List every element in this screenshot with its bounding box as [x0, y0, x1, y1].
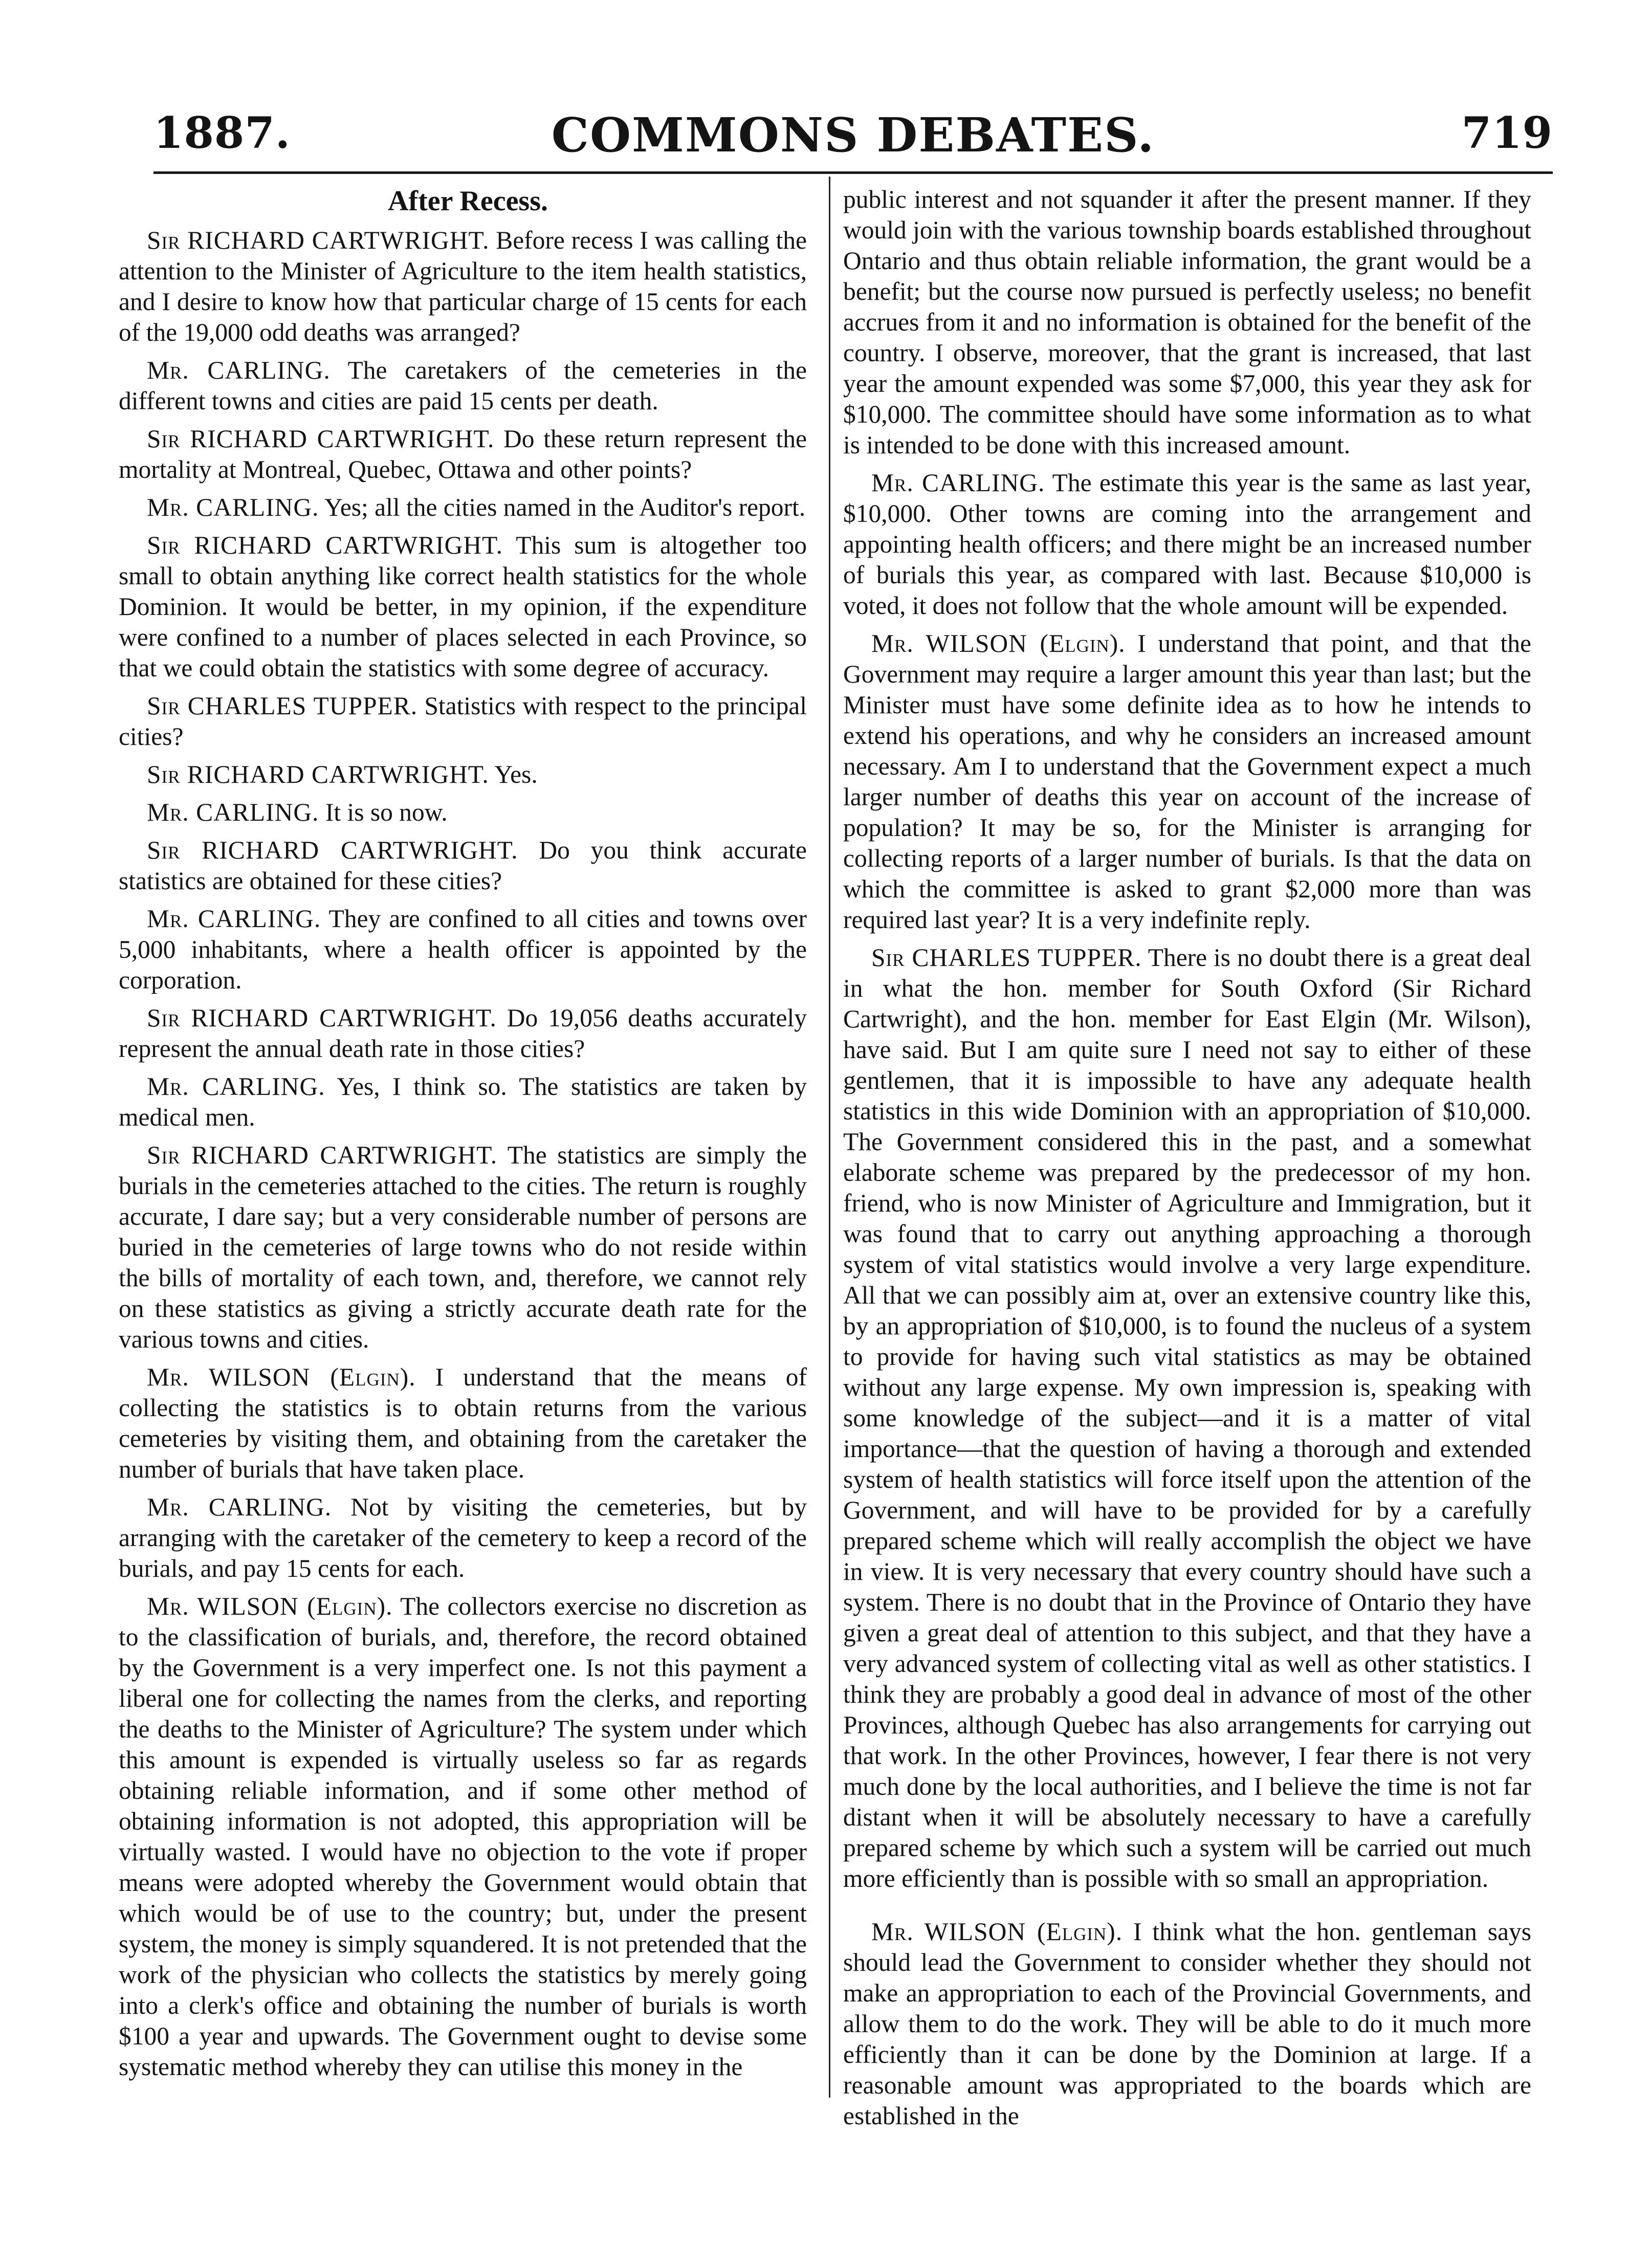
speech-paragraph [843, 942, 1531, 1894]
speech-text: The caretakers of the cemeteries in the different towns and cities are paid 15 cents per death. [119, 356, 807, 415]
right-column [843, 184, 1532, 2130]
speech-paragraph [119, 797, 807, 828]
speech-text: I understand that point, and that the Government may require a larger amount this year than last; but the Minister must have some definite idea as to how he intends to extend his operations, and why he considers an increased amount necessary. Am I to understand that the Government expect a much larger number of deaths this year on account of the increase of population? It may be so, for the Minister is arranging for collecting reports of a larger number of burials. Is that the data on which the committee is asked to grant $2,000 more than was required last year? It is a very indefinite reply. [843, 629, 1531, 934]
speaker-name: Sir RICHARD CARTWRIGHT. [147, 531, 503, 559]
speech-text: This sum is altogether too small to obtain anything like correct health statistics for the whole Dominion. It would be better, in my opinion, if the expenditure were confined to a number of places selected in each Province, so that we could obtain the statistics with some degree of accuracy. [119, 531, 807, 682]
speech-text: Do these return represent the mortality at Montreal, Quebec, Ottawa and other points? [119, 425, 807, 483]
speech-paragraph [119, 904, 807, 996]
left-column [119, 184, 807, 2108]
speech-paragraph [119, 1071, 807, 1133]
speaker-name: Sir RICHARD CARTWRIGHT. [147, 836, 518, 864]
speech-text: It is so now. [325, 798, 448, 826]
speech-text: Do 19,056 deaths accurately represent the annual death rate in those cities? [119, 1004, 807, 1063]
speech-paragraph [119, 759, 807, 790]
speech-paragraph [119, 530, 807, 684]
speech-text: The collectors exercise no discretion as to the classification of burials, and, therefore, the record obtained by the Government is a very imperfect one. Is not this payment a liberal one for collecting the names from the clerks, and reporting the deaths to the Minister of Agriculture? The system under which this amount is expended is virtually useless so far as regards obtaining reliable information, and if some other method of obtaining information is not adopted, this appropriation will be virtually wasted. I would have no objection to the vote if proper means were adopted whereby the Government would obtain that which would be of use to the country; but, under the present system, the money is simply squandered. It is not pretended that the work of the physician who collects the statistics by merely going into a clerk's office and obtaining the number of burials is worth $100 a year and upwards. The Government ought to devise some systematic method whereby they can utilise this money in the [119, 1592, 807, 2081]
speaker-name: Mr. WILSON (Elgin). [147, 1592, 393, 1620]
speech-text: I think what the hon. gentleman says should lead the Government to consider whether they should not make an appropriation to each of the Provincial Governments, and allow them to do the work. They will be able to do it much more efficiently than it can be done by the Dominion at large. If a reasonable amount was appropriated to the boards which are established in the [843, 1918, 1531, 2130]
speech-text: Yes; all the cities named in the Auditor's report. [324, 493, 806, 521]
speaker-name: Mr. CARLING. [871, 469, 1045, 497]
speech-paragraph [843, 468, 1531, 621]
speaker-name: Mr. CARLING. [147, 356, 331, 384]
speaker-name: Sir RICHARD CARTWRIGHT. [147, 1004, 497, 1032]
header-rule [153, 171, 1553, 174]
header-page-number: 719 [1461, 107, 1553, 158]
speaker-name: Mr. CARLING. [147, 1493, 332, 1521]
speech-paragraph [119, 1492, 807, 1584]
column-divider [829, 177, 830, 2098]
speech-paragraph [843, 628, 1531, 935]
section-heading: After Recess. [387, 185, 548, 217]
header-year: 1887. [153, 107, 291, 158]
speech-text: Yes. [494, 760, 538, 788]
speaker-name: Mr. WILSON (Elgin). [147, 1363, 416, 1391]
speaker-name: Sir CHARLES TUPPER. [871, 943, 1142, 972]
speech-paragraph [119, 691, 807, 752]
speech-text: There is no doubt there is a great deal in what the hon. member for South Oxford (Sir Richard Cartwright), and the hon. member for East Elgin (Mr. Wilson), have said. But I am quite sure I need not say to either of these gentlemen, that it is impossible to have any adequate health statistics in this wide Dominion with an appropriation of $10,000. The Government considered this in the past, and a somewhat elaborate scheme was prepared by the predecessor of my hon. friend, who is now Minister of Agriculture and Immigration, but it was found that to carry out anything approaching a thorough system of vital statistics would involve a very large expenditure. All that we can possibly aim at, over an extensive country like this, by an appropriation of $10,000, is to found the nucleus of a system to provide for having such vital statistics as may be obtained without any large expense. My own impression is, speaking with some knowledge of the subject—and it is a matter of vital importance—that the question of having a thorough and extended system of health statistics will force itself upon the attention of the Government, and will have to be provided for by a carefully prepared scheme which will really accomplish the object we have in view. It is very necessary that every country should have such a system. There is no doubt that in the Province of Ontario they have given a great deal of attention to this subject, and that they have a very advanced system of collecting vital as well as other statistics. I think they are probably a good deal in advance of most of the other Provinces, although Quebec has also arrangements for carrying out that work. In the other Provinces, however, I fear there is not very much done by the local authorities, and I believe the time is not far distant when it will be absolutely necessary to have a carefully prepared scheme by which such a system will be carried out much more efficiently than is possible with so small an appropriation. [843, 943, 1531, 1892]
speech-text: Before recess I was calling the attention to the Minister of Agriculture to the item health statistics, and I desire to know how that particular charge of 15 cents for each of the 19,000 odd deaths was arranged? [119, 226, 807, 346]
speaker-name: Mr. WILSON (Elgin). [871, 1918, 1123, 1946]
speaker-name: Sir RICHARD CARTWRIGHT. [147, 1141, 498, 1169]
speech-paragraph [119, 424, 807, 485]
speaker-name: Mr. CARLING. [147, 798, 319, 826]
speaker-name: Sir RICHARD CARTWRIGHT. [147, 425, 495, 453]
speech-paragraph [119, 835, 807, 896]
speech-text: Yes, I think so. The statistics are taken by medical men. [119, 1072, 807, 1131]
speech-paragraph [119, 225, 807, 348]
speech-text: Do you think accurate statistics are obtained for these cities? [119, 836, 807, 895]
speech-text: The estimate this year is the same as last year, $10,000. Other towns are coming into the arrangement and appointing health officers; and there might be an increased number of burials this year, as compared with last. Because $10,000 is voted, it does not follow that the whole amount will be expended. [843, 469, 1532, 620]
speaker-name: Mr. CARLING. [147, 1072, 325, 1100]
header-title: COMMONS DEBATES. [551, 107, 1155, 163]
speech-paragraph [119, 1591, 807, 2082]
continued-paragraph: public interest and not squander it after the present manner. If they would join with the various township boards established throughout Ontario and thus obtain reliable information, the grant would be a benefit; but the course now pursued is perfectly useless; no benefit accrues from it and no information is obtained for the benefit of the country. I observe, moreover, that the grant is increased, that last year the amount expended was some $7,000, this year they ask for $10,000. The committee should have some information as to what is intended to be done with this increased amount. [843, 185, 1531, 459]
speaker-name: Sir CHARLES TUPPER. [147, 692, 418, 720]
speech-text: I understand that the means of collecting the statistics is to obtain returns from the various cemeteries by visiting them, and obtaining from the caretaker the number of burials that have taken place. [119, 1363, 807, 1483]
speaker-name: Mr. CARLING. [147, 493, 319, 521]
speech-text: Not by visiting the cemeteries, but by arranging with the caretaker of the cemetery to keep a record of the burials, and pay 15 cents for each. [119, 1493, 807, 1582]
speaker-name: Mr. WILSON (Elgin). [871, 629, 1126, 657]
speech-paragraph [119, 1140, 807, 1355]
speech-paragraph [119, 1003, 807, 1064]
speech-paragraph [119, 492, 807, 523]
speech-text: They are confined to all cities and towns over 5,000 inhabitants, where a health officer is appointed by the corporation. [119, 905, 807, 994]
speech-paragraph [119, 1362, 807, 1485]
speaker-name: Sir RICHARD CARTWRIGHT. [147, 226, 490, 254]
page-header [153, 107, 1553, 164]
speaker-name: Mr. CARLING. [147, 905, 321, 933]
speaker-name: Sir RICHARD CARTWRIGHT. [147, 760, 489, 788]
paragraph-gap [843, 1901, 1531, 1917]
speech-text: Statistics with respect to the principal cities? [119, 692, 807, 751]
speech-text: The statistics are simply the burials in the cemeteries attached to the cities. The return is roughly accurate, I dare say; but a very considerable number of persons are buried in the cemeteries of large towns who do not reside within the bills of mortality of each town, and, therefore, we cannot rely on these statistics as giving a strictly accurate death rate for the various towns and cities. [119, 1141, 807, 1353]
speech-paragraph [843, 1917, 1531, 2131]
speech-paragraph [119, 355, 807, 416]
